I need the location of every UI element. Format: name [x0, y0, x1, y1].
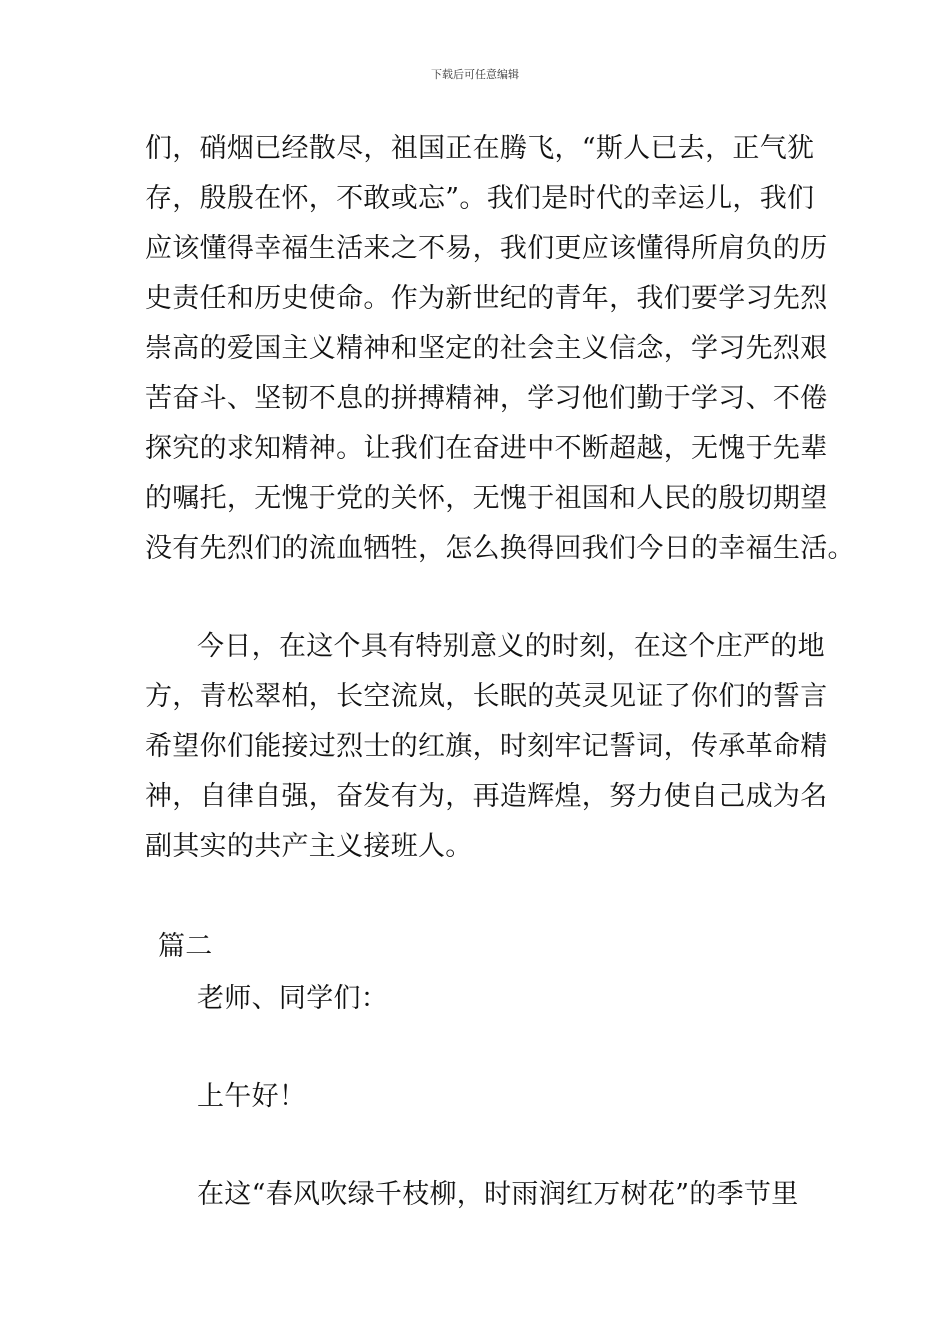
paragraph-1-line-4: 史责任和历史使命。作为新世纪的青年，我们要学习先烈 [145, 283, 828, 314]
page-header: 下载后可任意编辑 [431, 68, 519, 81]
greeting: 上午好！ [197, 1081, 307, 1112]
section-title: 篇二 [158, 931, 213, 962]
paragraph-1-line-7: 探究的求知精神。让我们在奋进中不断超越，无愧于先辈 [145, 433, 828, 464]
paragraph-1-line-3: 应该懂得幸福生活来之不易，我们更应该懂得所肩负的历 [145, 233, 828, 264]
paragraph-1-line-8: 的嘱托，无愧于党的关怀，无愧于祖国和人民的殷切期望 [145, 483, 828, 514]
paragraph-1-line-5: 崇高的爱国主义精神和坚定的社会主义信念，学习先烈艰 [145, 333, 828, 364]
paragraph-1-line-6: 苦奋斗、坚韧不息的拼搏精神，学习他们勤于学习、不倦 [145, 383, 828, 414]
paragraph-2-line-5: 副其实的共产主义接班人。 [145, 831, 473, 862]
paragraph-2-line-3: 希望你们能接过烈士的红旗，时刻牢记誓词，传承革命精 [145, 731, 828, 762]
opening-line: 在这“春风吹绿千枝柳，时雨润红万树花”的季节里 [197, 1179, 799, 1210]
paragraph-1-line-2: 存，殷殷在怀，不敢或忘”。我们是时代的幸运儿，我们 [145, 183, 815, 214]
paragraph-1-line-9: 没有先烈们的流血牺牲，怎么换得回我们今日的幸福生活。 [145, 533, 855, 564]
paragraph-2-line-2: 方，青松翠柏，长空流岚，长眠的英灵见证了你们的誓言 [145, 681, 828, 712]
paragraph-1-line-1: 们，硝烟已经散尽，祖国正在腾飞，“斯人已去，正气犹 [145, 133, 815, 164]
paragraph-2-line-1: 今日，在这个具有特别意义的时刻，在这个庄严的地 [197, 631, 825, 662]
paragraph-2-line-4: 神，自律自强，奋发有为，再造辉煌，努力使自己成为名 [145, 781, 828, 812]
salutation: 老师、同学们： [197, 983, 389, 1014]
